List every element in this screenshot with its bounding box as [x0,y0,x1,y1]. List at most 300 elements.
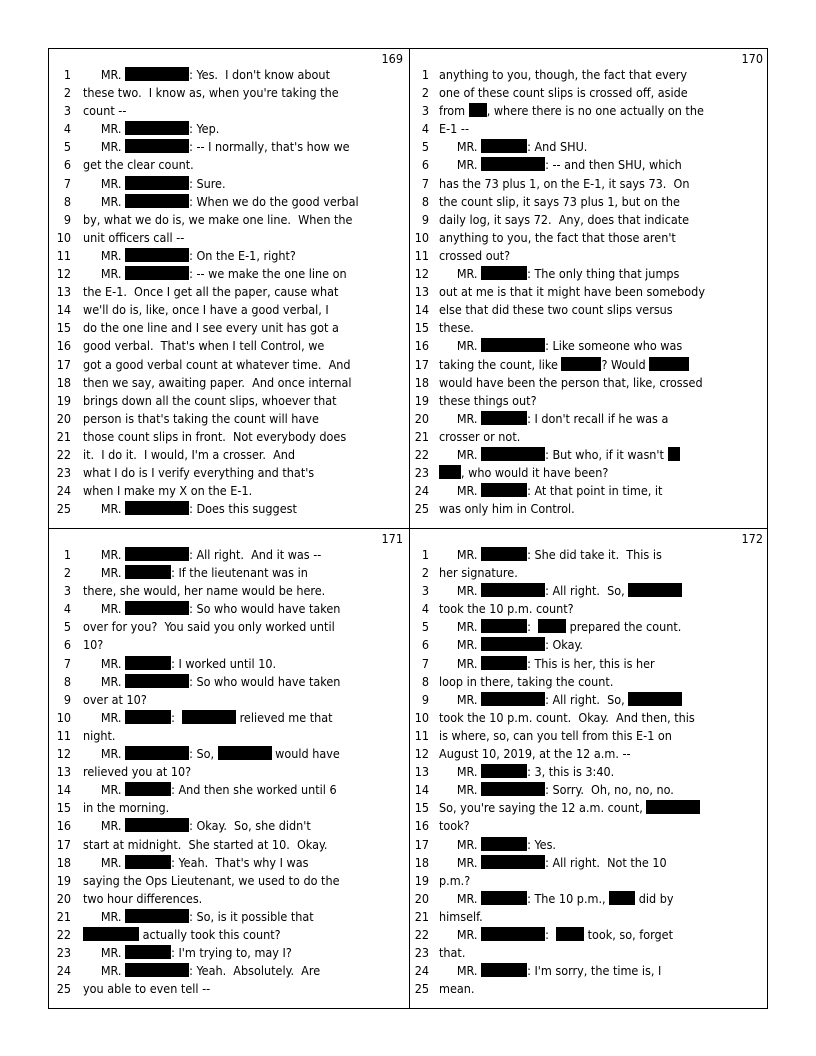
text-segment: saying the Ops Lieutenant, we used to do the [83,872,340,888]
transcript-lines [409,66,769,518]
text-segment: there, she would, her name would be here. [83,583,326,599]
redaction-box [649,357,689,371]
transcript-line [49,564,409,582]
line-number: 20 [414,410,429,426]
line-text [83,691,407,709]
line-text [439,175,767,193]
text-segment: took the 10 p.m. count? [439,601,574,617]
transcript-line [49,175,409,193]
transcript-line [409,138,769,156]
line-number: 9 [63,211,71,227]
line-number: 14 [414,782,429,798]
line-text [439,500,767,518]
redaction-box [481,637,545,651]
redaction-box [125,855,171,869]
transcript-line [49,854,409,872]
transcript-line [409,546,769,564]
redaction-box [481,338,545,352]
text-segment: : [545,926,557,942]
text-segment: MR. [439,266,482,282]
redaction-box [125,746,189,760]
redaction-box [628,583,682,597]
redaction-box [125,674,189,688]
line-text [83,410,407,428]
transcript-line [49,392,409,410]
text-segment: : 3, this is 3:40. [527,764,615,780]
line-number: 13 [56,284,71,300]
line-number: 2 [421,565,429,581]
text-segment: : So, [189,746,218,762]
line-number: 12 [414,266,429,282]
redaction-box [182,710,236,724]
transcript-line [49,482,409,500]
line-text [83,120,407,138]
line-number: 3 [63,583,71,599]
text-segment: over for you? You said you only worked until [83,619,335,635]
line-number: 19 [414,392,429,408]
line-number: 2 [63,85,71,101]
redaction-box [609,891,635,905]
transcript-line [49,799,409,817]
line-text [83,600,407,618]
page-number: 171 [381,531,403,546]
line-text [83,890,407,908]
redaction-box [481,963,527,977]
line-text [83,301,407,319]
line-number: 20 [414,890,429,906]
line-number: 14 [414,302,429,318]
transcript-line [409,374,769,392]
redaction-box [125,656,171,670]
line-text [439,673,767,691]
transcript-line [409,908,769,926]
text-segment: then we say, awaiting paper. And once internal [83,374,352,390]
redaction-box [481,157,545,171]
transcript-line [49,655,409,673]
page-number: 170 [741,51,763,66]
row-divider [49,528,767,529]
text-segment: out at me is that it might have been somebody [439,284,705,300]
line-text [439,799,767,817]
redaction-box [481,583,545,597]
transcript-line [409,120,769,138]
text-segment: : Does this suggest [189,501,297,517]
text-segment: start at midnight. She started at 10. Okay. [83,836,328,852]
transcript-line [409,890,769,908]
line-text [83,500,407,518]
text-segment: MR. [83,501,126,517]
transcript-line [49,193,409,211]
transcript-line [49,301,409,319]
redaction-box [481,547,527,561]
page-number: 172 [741,531,763,546]
transcript-line [49,500,409,518]
text-segment: two hour differences. [83,890,203,906]
redaction-box [538,619,566,633]
text-segment: : Okay. So, she didn't [189,818,311,834]
text-segment: : Okay. [545,637,583,653]
line-number: 7 [421,655,429,671]
line-number: 16 [56,338,71,354]
text-segment: : Sorry. Oh, no, no, no. [545,782,674,798]
line-text [83,247,407,265]
text-segment: : The 10 p.m., [527,890,610,906]
text-segment: over at 10? [83,691,147,707]
redaction-box [646,800,700,814]
text-segment: else that did these two count slips versus [439,302,673,318]
text-segment: did by [635,890,674,906]
text-segment: p.m.? [439,872,471,888]
text-segment: : I'm sorry, the time is, I [527,963,662,979]
text-segment: : Like someone who was [545,338,683,354]
transcript-line [409,156,769,174]
transcript-line [409,175,769,193]
line-number: 10 [414,709,429,725]
line-number: 4 [63,121,71,137]
line-number: 1 [421,547,429,562]
redaction-box [125,266,189,280]
text-segment: : All right. So, [545,691,629,707]
text-segment: ? Would [601,356,650,372]
text-segment: : [527,619,539,635]
text-segment: took, so, forget [584,926,673,942]
redaction-box [481,764,527,778]
line-text [83,908,407,926]
text-segment: got a good verbal count at whatever time. And [83,356,351,372]
transcript-line [409,84,769,102]
transcript-line [49,691,409,709]
redaction-box [481,927,545,941]
line-number: 13 [414,764,429,780]
line-number: 24 [56,483,71,499]
line-text [83,944,407,962]
transcript-line [409,265,769,283]
text-segment: : She did take it. This is [527,547,662,562]
line-text [83,727,407,745]
line-text [83,66,407,84]
text-segment: : Yep. [189,121,220,137]
text-segment: MR. [439,836,482,852]
text-segment: MR. [439,764,482,780]
transcript-line [49,247,409,265]
text-segment: good verbal. That's when I tell Control, we [83,338,325,354]
redaction-box [469,103,487,117]
text-segment: loop in there, taking the count. [439,673,614,689]
line-number: 9 [63,691,71,707]
text-segment: : If the lieutenant was in [171,565,308,581]
line-text [439,84,767,102]
transcript-line [409,66,769,84]
text-segment: we'll do is, like, once I have a good verbal, I [83,302,329,318]
text-segment: was only him in Control. [439,501,575,517]
transcript-line [409,600,769,618]
line-number: 11 [56,247,71,263]
line-number: 3 [421,103,429,119]
transcript-sheet [48,48,768,1009]
redaction-box [125,67,189,81]
text-segment: : So, is it possible that [189,908,314,924]
line-text [439,392,767,410]
transcript-line [49,356,409,374]
line-text [439,962,767,980]
transcript-line [49,229,409,247]
line-number: 8 [421,673,429,689]
transcript-line [49,337,409,355]
line-number: 24 [56,963,71,979]
text-segment: : At that point in time, it [527,483,663,499]
line-number: 18 [414,374,429,390]
transcript-line [49,872,409,890]
text-segment: So, you're saying the 12 a.m. count, [439,800,647,816]
text-segment: get the clear count. [83,157,194,173]
line-text [83,428,407,446]
transcript-line [49,962,409,980]
text-segment: these things out? [439,392,537,408]
line-number: 8 [421,193,429,209]
line-text [439,636,767,654]
line-number: 12 [414,746,429,762]
text-segment: MR. [83,139,126,155]
line-number: 3 [421,583,429,599]
redaction-box [125,501,189,515]
text-segment: : All right. And it was -- [189,547,322,562]
line-number: 2 [63,565,71,581]
transcript-line [409,618,769,636]
text-segment: MR. [439,963,482,979]
redaction-box [125,710,171,724]
text-segment: daily log, it says 72. Any, does that indicate [439,211,690,227]
transcript-line [49,446,409,464]
redaction-box [481,656,527,670]
line-text [439,781,767,799]
line-text [83,84,407,102]
line-number: 14 [56,302,71,318]
transcript-line [49,102,409,120]
line-text [439,337,767,355]
redaction-box [481,891,527,905]
transcript-line [409,564,769,582]
transcript-line [409,319,769,337]
line-number: 16 [56,818,71,834]
transcript-line [409,781,769,799]
transcript-line [409,854,769,872]
line-number: 18 [56,374,71,390]
text-segment: MR. [83,655,126,671]
text-segment: crossed out? [439,247,511,263]
text-segment: MR. [439,338,482,354]
text-segment: these. [439,320,474,336]
line-text [83,356,407,374]
text-segment: count -- [83,103,127,119]
transcript-line [409,799,769,817]
line-number: 19 [414,872,429,888]
line-text [439,211,767,229]
line-text [439,102,767,120]
line-number: 10 [56,229,71,245]
text-segment: : Yes. I don't know about [189,67,330,82]
line-number: 12 [56,266,71,282]
text-segment: the count slip, it says 73 plus 1, but on the [439,193,680,209]
text-segment: would have [271,746,340,762]
text-segment: MR. [439,139,482,155]
redaction-box [481,266,527,280]
transcript-line [409,193,769,211]
transcript-line [409,817,769,835]
line-text [83,872,407,890]
line-text [439,926,767,944]
text-segment: MR. [83,963,126,979]
text-segment: MR. [83,175,126,191]
text-segment: MR. [439,410,482,426]
text-segment: : I'm trying to, may I? [171,945,292,961]
line-number: 2 [421,85,429,101]
transcript-line [409,691,769,709]
transcript-line [409,283,769,301]
transcript-line [409,500,769,518]
text-segment: MR. [439,782,482,798]
line-number: 11 [56,727,71,743]
text-segment: MR. [439,157,482,173]
text-segment: when I make my X on the E-1. [83,483,253,499]
text-segment: MR. [83,565,126,581]
text-segment: MR. [83,854,126,870]
line-text [83,781,407,799]
text-segment: these two. I know as, when you're taking the [83,85,339,101]
line-text [83,156,407,174]
transcript-line [409,709,769,727]
line-text [439,356,767,374]
line-text [83,337,407,355]
transcript-line [409,980,769,998]
text-segment: MR. [83,121,126,137]
redaction-box [481,782,545,796]
text-segment: 10? [83,637,104,653]
line-text [83,464,407,482]
line-number: 12 [56,746,71,762]
redaction-box [481,483,527,497]
line-text [439,247,767,265]
redaction-box [125,565,171,579]
transcript-line [409,356,769,374]
line-text [439,854,767,872]
line-number: 21 [56,428,71,444]
text-segment: MR. [439,890,482,906]
line-number: 4 [63,601,71,617]
text-segment: : So who would have taken [189,601,341,617]
text-segment: , where there is no one actually on the [486,103,704,119]
transcript-line [409,428,769,446]
line-text [439,691,767,709]
text-segment: MR. [83,908,126,924]
line-number: 5 [421,139,429,155]
text-segment: took the 10 p.m. count. Okay. And then, this [439,709,695,725]
line-number: 22 [56,446,71,462]
transcript-line [409,926,769,944]
line-text [83,582,407,600]
line-text [83,374,407,392]
text-segment: : All right. Not the 10 [545,854,667,870]
text-segment: MR. [439,619,482,635]
line-number: 22 [414,446,429,462]
text-segment: : Yeah. Absolutely. Are [189,963,321,979]
line-number: 5 [421,619,429,635]
line-text [83,193,407,211]
text-segment: MR. [439,547,482,562]
line-text [83,546,407,564]
text-segment: : This is her, this is her [527,655,655,671]
redaction-box [481,619,527,633]
line-number: 23 [414,945,429,961]
text-segment: would have been the person that, like, crossed [439,374,703,390]
transcript-line [49,582,409,600]
transcript-line [49,319,409,337]
line-number: 15 [56,800,71,816]
text-segment: : Yeah. That's why I was [171,854,309,870]
line-text [439,763,767,781]
redaction-box [125,547,189,561]
line-number: 11 [414,727,429,743]
text-segment: MR. [83,782,126,798]
line-number: 25 [414,981,429,997]
line-text [439,446,767,464]
redaction-box [628,692,682,706]
transcript-line [409,301,769,319]
transcript-line [409,745,769,763]
line-number: 6 [63,637,71,653]
line-text [439,265,767,283]
transcript-line [409,229,769,247]
text-segment: brings down all the count slips, whoever that [83,392,337,408]
line-number: 10 [414,229,429,245]
line-number: 22 [56,926,71,942]
text-segment: MR. [439,583,482,599]
line-number: 16 [414,338,429,354]
redaction-box [125,121,189,135]
transcript-line [409,673,769,691]
line-text [83,745,407,763]
line-text [83,392,407,410]
text-segment: that. [439,945,466,961]
transcript-line [409,944,769,962]
text-segment: MR. [83,547,126,562]
line-number: 21 [414,908,429,924]
text-segment: actually took this count? [139,926,281,942]
line-number: 7 [63,175,71,191]
text-segment: unit officers call -- [83,229,185,245]
line-number: 15 [414,800,429,816]
transcript-line [49,673,409,691]
line-number: 15 [414,320,429,336]
text-segment: MR. [83,673,126,689]
line-text [439,980,767,998]
transcript-line [409,727,769,745]
redaction-box [218,746,272,760]
redaction-box [125,176,189,190]
text-segment: night. [83,727,116,743]
line-number: 23 [414,465,429,481]
text-segment: her signature. [439,565,518,581]
text-segment: mean. [439,981,475,997]
transcript-line [49,66,409,84]
text-segment: relieved you at 10? [83,764,192,780]
line-text [83,618,407,636]
line-number: 5 [63,139,71,155]
line-text [83,482,407,500]
line-text [83,138,407,156]
redaction-box [561,357,601,371]
line-text [439,709,767,727]
text-segment: : When we do the good verbal [189,193,359,209]
